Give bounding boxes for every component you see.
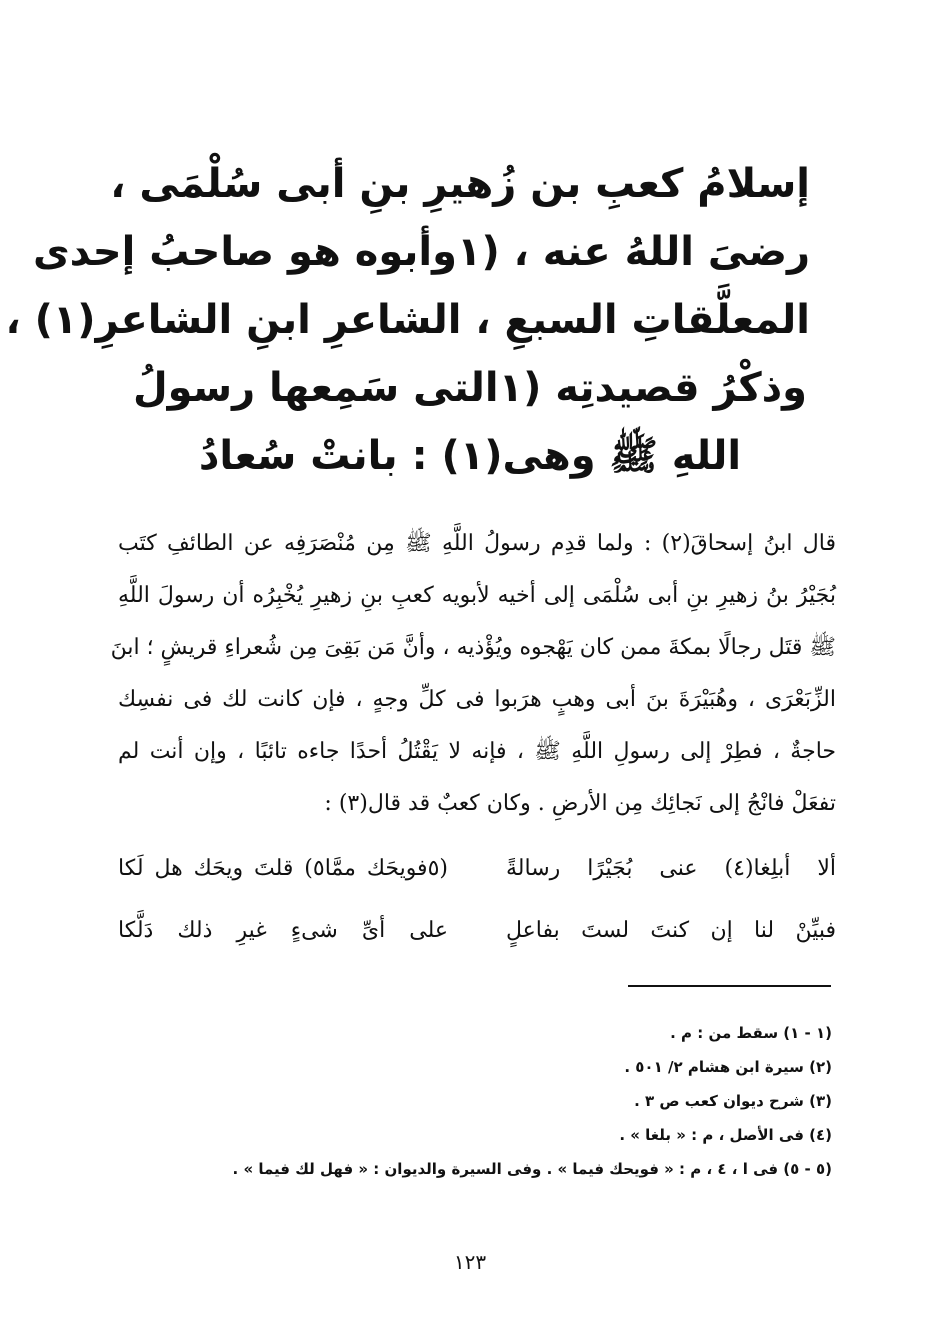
page-number: ١٢٣	[453, 1250, 487, 1274]
footnotes	[180, 1016, 832, 1186]
footnote-divider	[628, 985, 831, 987]
body-line: حاجةٌ ، فطِرْ إلى رسولِ اللَّهِ ﷺ ، فإنه لا يَقْتُلُ أحدًا جاءه تائبًا ، وإن أنت لم	[118, 739, 836, 764]
title-line: رضىَ اللهُ عنه ، (١وأبوه هو صاحبُ إحدى	[32, 229, 810, 275]
body-line: الزِّبَعْرَى ، وهُبَيْرَةَ بنَ أبى وهبٍ هرَبوا فى كلِّ وجهٍ ، فإن كانت لك فى نفسِك	[118, 687, 836, 712]
footnote: (٢) سيرة ابن هشام ٢/ ٥٠١ .	[624, 1058, 832, 1076]
verse-second-hemistich: على أىِّ شىءٍ غيرِ ذلك دَلَّكا	[118, 918, 448, 943]
title-line: اللهِ ﷺ وهى(١) : بانتْ سُعادُ	[198, 433, 742, 479]
title-line: إسلامُ كعبِ بن زُهيرِ بنِ أبى سُلْمَى ،	[110, 161, 810, 207]
footnote: (٥ - ٥) فى ا ، ٤ ، م : « فويحك فيما » . وفى السيرة والديوان : « فهل لك فيما » .	[232, 1160, 832, 1178]
body-line: قال ابنُ إسحاقَ(٢) : ولما قدِم رسولُ اللَّهِ ﷺ مِن مُنْصَرَفِه عن الطائفِ كتَب	[118, 531, 837, 556]
verse-second-hemistich: (٥فويحَك ممَّا٥) قلتَ ويحَك هل لَكا	[118, 856, 448, 881]
verse	[118, 838, 836, 900]
footnote: (٣) شرح ديوان كعب ص ٣ .	[634, 1092, 832, 1110]
chapter-title	[5, 150, 810, 490]
verse-first-hemistich: فبيِّنْ لنا إن كنتَ لستَ بفاعلٍ	[506, 918, 836, 943]
body-line: ﷺ قتَل رجالًا بمكةَ ممن كان يَهْجوه ويُؤْذيه ، وأنَّ مَن بَقِىَ مِن شُعراءِ قريشٍ ؛ ابنَ	[110, 635, 836, 660]
body-text	[110, 518, 837, 830]
body-line: تفعَلْ فانْجُ إلى نَجائِك مِن الأرضِ . وكان كعبٌ قد قال(٣) :	[324, 791, 836, 816]
title-line: وذكْرُ قصيدتِه (١التى سَمِعها رسولُ	[132, 365, 808, 411]
poem-verses	[118, 838, 836, 962]
footnote: (١ - ١) سقط من : م .	[670, 1024, 832, 1042]
footnote: (٤) فى الأصل ، م : « بلغا » .	[619, 1126, 832, 1144]
body-line: بُجَيْرُ بنُ زهيرِ بنِ أبى سُلْمَى إلى أخيه لأبويه كعبِ بنِ زهيرِ يُخْبِرُه أن رسولَ اللَّهِ	[118, 583, 836, 608]
verse	[118, 900, 836, 962]
verse-first-hemistich: ألا أبلِغا(٤) عنى بُجَيْرًا رسالةً	[506, 856, 836, 881]
title-line: المعلَّقاتِ السبعِ ، الشاعرِ ابنِ الشاعرِ(١) ،	[5, 297, 810, 343]
